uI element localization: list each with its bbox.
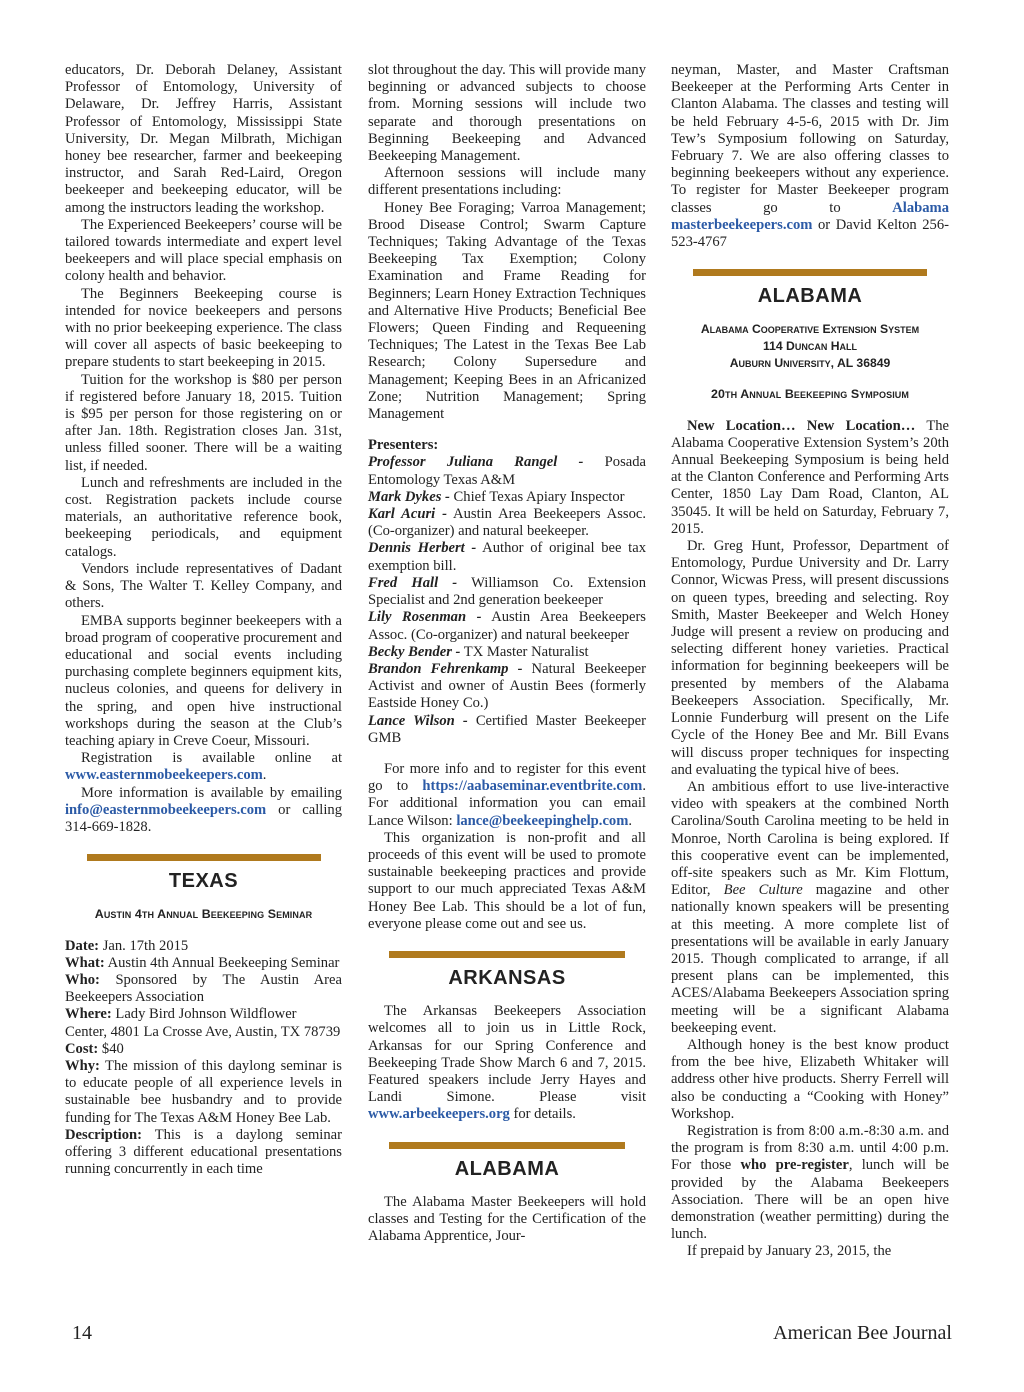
paragraph: Registration is available online at www.easternmobeekeepers.com. — [65, 750, 342, 784]
column-3 — [671, 62, 949, 1261]
paragraph: The Beginners Beekeeping course is intended for novice beekeepers and persons with no prior beekeeping experience. The class will cover all aspects of basic beekeeping to prepare students to start beekeeping in 2015. — [65, 285, 342, 371]
eventbrite-link[interactable]: https://aabaseminar.eventbrite.com — [422, 778, 643, 795]
paragraph: The Arkansas Beekeepers Association welcomes all to join us in Little Rock, Arkansas for our Spring Conference and Beekeeping Trade Show March 6 and 7, 2015. Featured speakers include Jerry Hayes and Landi Simone. Please visit www.arbeekeepers.org for details. — [368, 1003, 646, 1123]
presenter: Fred Hall - Williamson Co. Extension Specialist and 2nd generation beekeeper — [368, 574, 646, 609]
paragraph: Lunch and refreshments are included in the cost. Registration packets include course materials, an authoritative reference book, beekeeping periodicals, and equipment catalogs. — [65, 474, 342, 560]
address-org: Alabama Cooperative Extension System — [700, 322, 920, 337]
paragraph: This organization is non-profit and all proceeds of this event will be used to promote sustainable beekeeping practices and provide support to our much appreciated Texas A&M Honey Bee Lab. This should be a lot of fun, everyone please come out and see us. — [368, 829, 646, 932]
presenter: Becky Bender - TX Master Naturalist — [368, 643, 589, 660]
paragraph: Honey Bee Foraging; Varroa Management; Brood Disease Control; Swarm Capture Techniques; Taking Advantage of the Texas Beekeeping Tax Exemption; Colony Examination and Frame Reading for Beginners; Learn Honey Extraction Techniques and Alternative Hive Products; Beneficial Bee Flowers; Queen Finding and Requeening Techniques; The Latest in the Texas Bee Lab Research; Colony Supersedure and Management; Keeping Bees in an Africanized Zone; Nutrition Management; Spring Management — [368, 199, 646, 423]
paragraph: EMBA supports beginner beekeepers with a broad program of cooperative procurement and educational and social events including purchasing complete beginners equipment kits, nucleus colonies, and queens for delivery in the spring, and open hive instructional workshops during the season at the Club’s teaching apiary in Creve Coeur, Missouri. — [65, 612, 342, 749]
event-subtitle: Austin 4th Annual Beekeeping Seminar — [94, 907, 313, 922]
paragraph: The Experienced Beekeepers’ course will be tailored towards intermediate and expert level beekeepers and will place special emphasis on colony health and behavior. — [65, 216, 342, 285]
paragraph: Although honey is the best know product from the bee hive, Elizabeth Whitaker will address other hive products. Sherry Ferrell will also be conducting a “Cooking with Honey” Workshop. — [671, 1036, 949, 1122]
section-title-alabama: ALABAMA — [454, 1157, 560, 1180]
paragraph: Tuition for the workshop is $80 per person if registered before January 18, 2015. Tuition is $95 per person for those registering on or after Jan. 18th. Registration closes Jan. 31st, unless filled sooner. There will be a waiting list, if needed. — [65, 371, 342, 474]
section-divider — [87, 854, 321, 861]
presenter: Brandon Fehrenkamp - Natural Beekeeper Activist and owner of Austin Bees (formerly Eastside Honey Co.) — [368, 660, 646, 712]
event-description: Description: This is a daylong seminar offering 3 different educational presentations running concurrently in each time — [65, 1126, 342, 1178]
paragraph: New Location… New Location… The Alabama Cooperative Extension System’s 20th Annual Beekeeping Symposium is being held at the Clanton Conference and Performing Arts Center, 1850 Lay Dam Road, Clanton, AL 35045. It will be held on Saturday, February 7, 2015. — [671, 417, 950, 537]
website-link[interactable]: Alabama masterbeekeepers.com — [671, 199, 949, 233]
paragraph: Dr. Greg Hunt, Professor, Department of Entomology, Purdue University and Dr. Larry Connor, Wicwas Press, will present discussions on queen types, breeding and selecting. Roy Smith, Master Beekeeper and Welch Honey Judge will present a review on producing and selecting different honey varieties. Practical information for beginning beekeepers will be presented by members of the Alabama Beekeepers Association. Specifically, Mr. Lonnie Funderburg will present on the Life Cycle of the Honey Bee and Mr. Bill Evans will discuss proper techniques for inspecting and evaluating the typical hive of bees. — [671, 538, 949, 778]
column-2 — [368, 62, 646, 1245]
event-date: Date: Jan. 17th 2015 — [65, 937, 189, 954]
event-cost: Cost: $40 — [65, 1040, 124, 1057]
website-link[interactable]: www.easternmobeekeepers.com — [65, 767, 263, 784]
event-what: What: Austin 4th Annual Beekeeping Seminar — [65, 954, 340, 971]
presenter: Lance Wilson - Certified Master Beekeeper GMB — [368, 712, 646, 746]
section-divider — [693, 269, 927, 276]
section-divider — [389, 951, 625, 958]
paragraph: For more info and to register for this event go to https://aabaseminar.eventbrite.com. For additional information you can email Lance Wilson: lance@beekeepinghelp.com. — [368, 760, 646, 829]
paragraph: An ambitious effort to use live-interactive video with speakers at the combined North Carolina/South Carolina meeting to be held in Monroe, North Carolina is being explored. If this cooperative event can be implemented, off-site speakers such as Mr. Kim Flottum, Editor, Bee Culture magazine and other nationally known speakers will be presenting at this meeting. A more complete list of presentations will be available in early January 2015. Though complicated to arrange, if all present plans can be implemented, this ACES/Alabama Beekeepers Association spring meeting will be a significant Alabama beekeeping event. — [671, 778, 949, 1036]
presenters-list — [368, 437, 646, 747]
paragraph: If prepaid by January 23, 2015, the — [687, 1243, 892, 1260]
presenter: Professor Juliana Rangel - Posada Entomology Texas A&M — [368, 454, 647, 488]
paragraph: educators, Dr. Deborah Delaney, Assistant Professor of Entomology, University of Delaware, Dr. Jeffrey Harris, Assistant Professor of Entomology, Mississippi State University, Dr. Megan Milbrath, Michigan honey bee researcher, farmer and beekeeping instructor, and Sarah Red-Laird, Oregon beekeeper and beekeeping educator, will be among the instructors leading the workshop. — [65, 62, 342, 216]
paragraph: slot throughout the day. This will provide many beginning or advanced subjects to choose from. Morning sessions will include two separate and thorough presentations on Beginning Beekeeping and Advanced Beekeeping Management. — [368, 62, 646, 165]
presenter: Mark Dykes - Chief Texas Apiary Inspector — [368, 488, 625, 505]
email-link[interactable]: info@easternmobeekeepers.com — [65, 801, 267, 818]
presenters-heading: Presenters: — [368, 437, 439, 454]
presenter: Dennis Herbert - Author of original bee tax exemption bill. — [368, 540, 646, 574]
address-street: 114 Duncan Hall — [762, 339, 858, 354]
paragraph: The Alabama Master Beekeepers will hold classes and Testing for the Certification of the Alabama Apprentice, Jour- — [368, 1193, 646, 1245]
presenter: Lily Rosenman - Austin Area Beekeepers Assoc. (Co-organizer) and natural beekeeper — [368, 609, 646, 643]
event-why: Why: The mission of this daylong seminar is to educate people of all experience levels in sustainable bee husbandry and to provide funding for The Texas A&M Honey Bee Lab. — [65, 1057, 342, 1126]
paragraph: Afternoon sessions will include many different presentations including: — [368, 165, 646, 199]
section-title-alabama: ALABAMA — [757, 285, 863, 308]
paragraph: Registration is from 8:00 a.m.-8:30 a.m. and the program is from 8:30 a.m. until 4:00 p.m. For those who pre-register, lunch will be provided by the Alabama Beekeepers Association. There will be an open hive demonstration (weather permitting) during the lunch. — [671, 1122, 949, 1243]
event-where: Where: Lady Bird Johnson Wildflower Center, 4801 La Crosse Ave, Austin, TX 78739 — [65, 1006, 341, 1040]
journal-name: American Bee Journal — [773, 1322, 952, 1344]
event-subtitle: 20th Annual Beekeeping Symposium — [710, 387, 910, 402]
paragraph: neyman, Master, and Master Craftsman Beekeeper at the Performing Arts Center in Clanton Alabama. The classes and testing will be held February 4-5-6, 2015 with Dr. Jim Tew’s Symposium following on Saturday, February 7. We are also offering classes to beginning beekeepers without any experience. To register for Master Beekeeper program classes go to Alabama masterbeekeepers.com or David Kelton 256-523-4767 — [671, 62, 949, 251]
section-divider — [389, 1142, 625, 1149]
section-title-arkansas: ARKANSAS — [448, 966, 566, 989]
address-city: Auburn University, AL 36849 — [729, 356, 891, 371]
page-number: 14 — [72, 1322, 92, 1344]
column-1 — [65, 62, 342, 1178]
paragraph: More information is available by emailing info@easternmobeekeepers.com or calling 314-669-1828. — [65, 784, 342, 835]
event-who: Who: Sponsored by The Austin Area Beekeepers Association — [65, 971, 342, 1006]
presenter: Karl Acuri - Austin Area Beekeepers Assoc. (Co-organizer) and natural beekeeper. — [368, 506, 646, 540]
paragraph: Vendors include representatives of Dadant & Sons, The Walter T. Kelley Company, and others. — [65, 560, 342, 612]
email-link[interactable]: lance@beekeepinghelp.com — [456, 812, 629, 829]
website-link[interactable]: www.arbeekeepers.org — [368, 1106, 510, 1123]
section-title-texas: TEXAS — [168, 870, 239, 893]
